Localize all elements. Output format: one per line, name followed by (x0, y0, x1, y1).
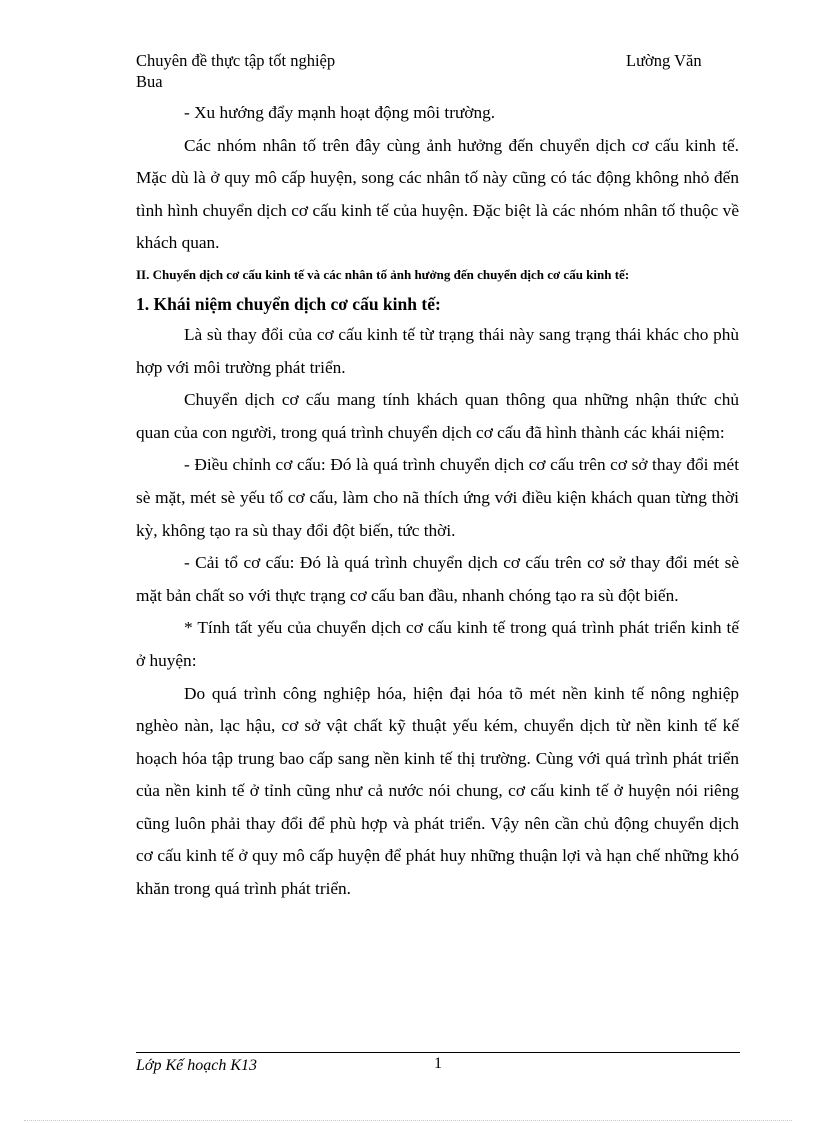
header-title: Chuyên đề thực tập tốt nghiệp (136, 51, 336, 70)
paragraph-factor-groups: Các nhóm nhân tố trên đây cùng ảnh hưởng đến chuyển dịch cơ cấu kinh tế. Mặc dù là ở quy mô cấp huyện, song các nhân tố này cũng có tác động không nhỏ đến tình hình chuyển dịch cơ cấu kinh tế của huyện. Đặc biệt là các nhóm nhân tố thuộc về khách quan. (136, 135, 739, 253)
paragraph-definition: Là sù thay đổi của cơ cấu kinh tế từ trạng thái này sang trạng thái khác cho phù hợp với môi trường phát triển. (136, 324, 739, 377)
page-number: 1 (434, 1055, 442, 1072)
footer-class-name: Lớp Kế hoạch K13 (136, 1057, 257, 1074)
page-bottom-edge (24, 1120, 792, 1121)
paragraph-necessity: * Tính tất yếu của chuyển dịch cơ cấu kinh tế trong quá trình phát triển kinh tế ở huyện: (136, 618, 739, 670)
paragraph-industrialization: Do quá trình công nghiệp hóa, hiện đại hóa tõ mét nền kinh tế nông nghiệp nghèo nàn, lạc hậu, cơ sở vật chất kỹ thuật yếu kém, chuyển dịch từ nền kinh tế kế hoạch hóa tập trung bao cấp sang nền kinh tế thị trường. Cùng với quá trình phát triển của nền kinh tế ở tỉnh cũng như cả nước nói chung, cơ cấu kinh tế ở huyện nói riêng cũng luôn phải thay đổi để phù hợp và phát triển. Vậy nên cần chủ động chuyển dịch cơ cấu kinh tế ở quy mô cấp huyện để phát huy những thuận lợi và hạn chế những khó khăn trong quá trình phát triển. (136, 683, 739, 899)
document-body (136, 97, 739, 906)
paragraph-adjustment: - Điều chỉnh cơ cấu: Đó là quá trình chuyển dịch cơ cấu trên cơ sở thay đổi mét sè mặt, mét sè yếu tố cơ cấu, làm cho nã thích ứng với điều kiện khách quan từng thời kỳ, không tạo ra sù thay đổi đột biến, tức thời. (136, 455, 739, 540)
page-header (136, 50, 726, 92)
sub-heading: 1. Khái niệm chuyển dịch cơ cấu kinh tế: (136, 293, 441, 314)
paragraph-reform: - Cải tổ cơ cấu: Đó là quá trình chuyển dịch cơ cấu trên cơ sở thay đổi mét sè mặt bản chất so với thực trạng cơ cấu ban đầu, nhanh chóng tạo ra sù đột biến. (136, 553, 739, 605)
header-author: Lường Văn (626, 51, 702, 70)
section-heading: II. Chuyển dịch cơ cấu kinh tế và các nhân tố ảnh hưởng đến chuyển dịch cơ cấu kinh tế: (136, 266, 630, 282)
paragraph-trend: - Xu hướng đẩy mạnh hoạt động môi trường. (184, 103, 496, 122)
header-author-continued: Bua (136, 72, 163, 91)
paragraph-concepts: Chuyển dịch cơ cấu mang tính khách quan thông qua những nhận thức chủ quan của con người, trong quá trình chuyển dịch cơ cấu đã hình thành các khái niệm: (136, 390, 739, 442)
